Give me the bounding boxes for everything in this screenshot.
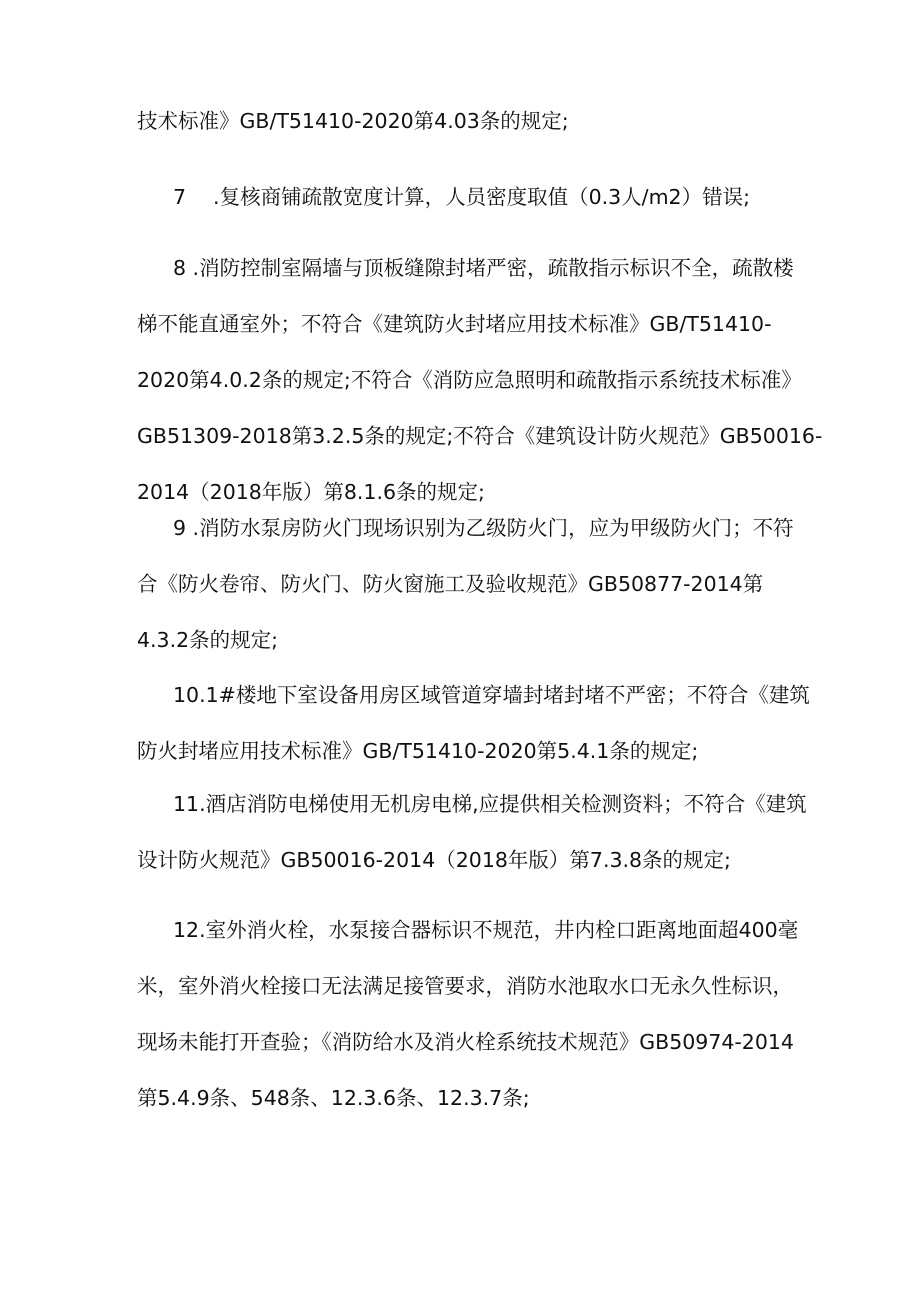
text-line: 11.酒店消防电梯使用无机房电梯,应提供相关检测资料；不符合《建筑 (173, 792, 807, 816)
paragraph-item-11 (137, 776, 807, 888)
text-line: 技术标准》GB/T51410-2020第4.03条的规定; (137, 109, 569, 133)
text-line: 4.3.2条的规定; (137, 628, 279, 652)
text-line: 12.室外消火栓，水泵接合器标识不规范，井内栓口距离地面超400毫 (173, 918, 799, 942)
text-line: 8 .消防控制室隔墙与顶板缝隙封堵严密，疏散指示标识不全，疏散楼 (173, 256, 794, 280)
paragraph-item-7 (137, 169, 797, 225)
text-line: 合《防火卷帘、防火门、防火窗施工及验收规范》GB50877-2014第 (137, 572, 764, 596)
text-line: 10.1#楼地下室设备用房区域管道穿墙封堵封堵不严密；不符合《建筑 (173, 683, 810, 707)
text-line: 梯不能直通室外；不符合《建筑防火封堵应用技术标准》GB/T51410- (137, 312, 772, 336)
text-line: 第5.4.9条、548条、12.3.6条、12.3.7条; (137, 1086, 530, 1110)
text-line: 2020第4.0.2条的规定;不符合《消防应急照明和疏散指示系统技术标准》 (137, 368, 802, 392)
text-line: 防火封堵应用技术标准》GB/T51410-2020第5.4.1条的规定; (137, 739, 699, 763)
paragraph-item-12 (137, 902, 797, 1126)
text-line: 设计防火规范》GB50016-2014（2018年版）第7.3.8条的规定; (137, 848, 731, 872)
text-line: 现场未能打开查验；《消防给水及消火栓系统技术规范》GB50974-2014 (137, 1030, 794, 1054)
paragraph-item-10 (137, 667, 810, 779)
text-line: GB51309-2018第3.2.5条的规定;不符合《建筑设计防火规范》GB50016- (137, 424, 823, 448)
text-line: 7 .复核商铺疏散宽度计算，人员密度取值（0.3人/m2）错误; (173, 185, 751, 209)
paragraph-item-8 (137, 240, 823, 520)
text-line: 9 .消防水泵房防火门现场识别为乙级防火门，应为甲级防火门；不符 (173, 516, 794, 540)
text-line: 米，室外消火栓接口无法满足接管要求，消防水池取水口无永久性标识， (137, 974, 793, 998)
paragraph-item-9 (137, 500, 797, 668)
text-line: 2014（2018年版）第8.1.6条的规定; (137, 480, 485, 504)
paragraph-continuation (137, 93, 797, 149)
